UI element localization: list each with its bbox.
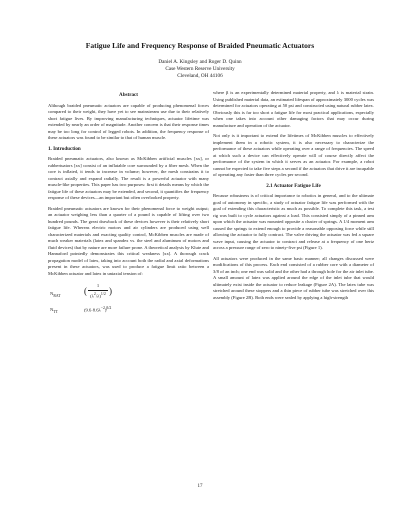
equation-label-rat: $N_{RAT}$ [50, 291, 61, 298]
fatigue-life-heading: 2.1 Actuator Fatigue Life [266, 182, 321, 189]
equation-label-tt: $N_{TT}$ [50, 307, 59, 314]
abstract-heading: Abstract [119, 92, 138, 98]
paper-location: Cleveland, OH 44106 [177, 73, 223, 79]
right-paragraph-2: Not only is it important to extend the lifetimes of McKibben muscles to effectively implement them in a robotic system, it is also necessary to characterize the performance of these actuators while operating over a range of frequencies. The speed at which such a device can effectively operate will of course directly affect the performance of the system in which it serves as an actuator. For example, a robot cannot be expected to take five steps a second if the actuators that drive it are incapable of operating any faster than three cycles per second. [213, 133, 374, 177]
left-column [48, 90, 209, 319]
introduction-paragraph-2: Braided pneumatic actuators are known for their phenomenal force to weight output; an actuator weighing less than a quarter of a pound is capable of lifting over two hundred pounds. The great drawback of these devices however is their relatively short fatigue life. Whereas electric motors and air cylinders are produced using well characterized materials and exacting quality control, McKibben muscles are made of much weaker materials (latex and spandex vs. the steel and aluminum of motors and fluid devices) that by nature are more failure prone. A theoretical analysis by Klute and Hannaford pointedly demonstrates this critical weakness [xx]. A thorough crack propagation model of latex, taking into account both the radial and axial deformations present in these actuators, was used to produce a fatigue limit ratio between a McKibben actuator and latex in uniaxial tension of: [48, 205, 209, 276]
right-column [213, 90, 374, 305]
introduction-heading: 1. Introduction [48, 145, 81, 152]
introduction-paragraph-1: Braided pneumatic actuators, also known as McKibben artificial muscles [xx], or rubbertuators [xx] consist of an inflatable core surrounded by a fiber mesh. When the core is inflated, it tends to increase in volume; however, the mesh constrains it to contract axially and expand radially. The result is a powerful actuator with many muscle-like properties. This paper has two purposes: first it details means by which the fatigue life of these actuators may be extended, and second, it quantifies the frequency response of these devices—an important but often overlooked property. [48, 156, 209, 200]
equation-second-line: $(9.6\cdot 8.6\lambda^{-2})^{\beta/2}$ [84, 306, 112, 313]
right-paragraph-4: All actuators were produced in the same basic manner; all changes discussed were modifications of this process. Each end consisted of a rubber core with a diameter of 3/8 of an inch; one end was solid and the other had a through hole for the air inlet tube. A small amount of latex was applied around the edge of the inlet tube that would ultimately exist inside the actuator to reduce leakage (Figure 2A). The latex tube was stretched around these stoppers and a thin piece of rubber tube was stretched over this assembly (Figure 2B). Both ends were sealed by applying a high-strength [213, 255, 374, 300]
right-paragraph-3: Because robustness is of critical importance to robotics in general, and to the ultimate goal of autonomy in specific, a study of actuator fatigue life was performed with the goal of extending this characteristic as much as possible. To complete this task, a test rig was built to cycle actuators against a load. This consisted simply of a pinned arm upon which the actuator was mounted opposite a cluster of springs. A 1/4 moment arm caused the springs to extend enough to provide a reasonable opposing force while still allowing the actuator to fully contract. The valve driving the actuator was fed a square wave input, causing the actuator to contract and release at a frequency of one hertz across a pressure range of zero to ninety-five psi (Figure 1). [213, 193, 374, 250]
right-paragraph-1: where β is an experimentally determined material property, and λ is material strain. Using published material data, an estimated lifespan of approximately 3000 cycles was determined for actuators operating at 50 psi and constructed using natural rubber latex. Obviously this is far too short a fatigue life for most practical applications, especially when one takes into account other damaging factors that may occur during manufacture and operation of the actuator. [213, 90, 374, 128]
paper-affiliation: Case Western Reserve University [165, 66, 235, 72]
paper-authors: Daniel A. Kingsley and Roger D. Quinn [158, 59, 242, 65]
equation-fraction: ( $\frac{1}{(\lambda^2/\lambda)^{1/2}}$ ) [84, 283, 112, 299]
fatigue-ratio-equation [48, 283, 209, 319]
paper-title: Fatigue Life and Frequency Response of Braided Pneumatic Actuators [85, 41, 315, 50]
abstract-text: Although braided pneumatic actuators are capable of producing phenomenal forces compared to their weight, they have yet to see mainstream use due to their relatively short fatigue lives. By improving manufacturing techniques, actuator lifetime was extended by nearly an order of magnitude. Another concern is that their response times may be too long for control of legged robots. In addition, the frequency response of these actuators was found to be similar to that of human muscle. [48, 102, 209, 140]
page-number: 17 [197, 484, 203, 489]
